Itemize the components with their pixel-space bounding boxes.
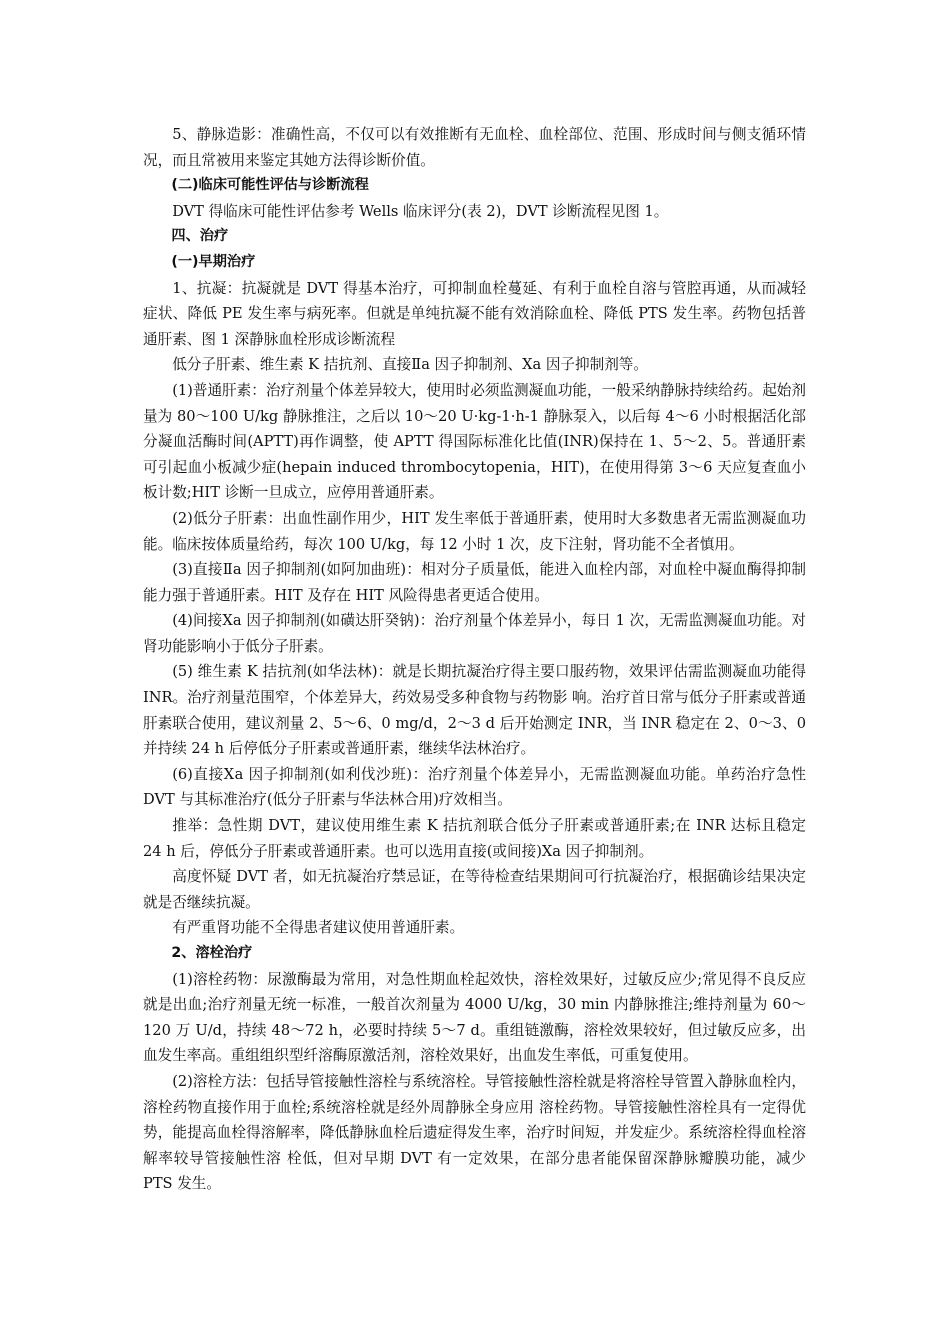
- paragraph-direct-xa-inhibitor: (6)直接Ⅹa 因子抑制剂(如利伐沙班)：治疗剂量个体差异小，无需监测凝血功能。单药治疗急性 DVT 与其标准治疗(低分子肝素与华法林合用)疗效相当。: [143, 765, 806, 809]
- section-heading-treatment: 四、治疗: [171, 228, 229, 245]
- paragraph-renal-insufficiency: 有严重肾功能不全得患者建议使用普通肝素。: [172, 919, 465, 937]
- paragraph-heparin: (1)普通肝素：治疗剂量个体差异较大，使用时必须监测凝血功能，一般采纳静脉持续给药。起始剂量为 80～100 U/kg 静脉推注，之后以 10～20 U·kg-1·h-1 静脉泵入，以后每 4～6 小时根据活化部分凝血活酶时间(APTT)再作调整，使 APTT 得国际标准化比值(INR)保持在 1、5～2、5。普通肝素可引起血小板减少症(hepain induced thrombocytopenia，HIT)，在使用得第 3～6 天应复查血小板计数;HIT 诊断一旦成立，应停用普通肝素。: [143, 381, 806, 502]
- section-heading-clinical-probability: (二)临床可能性评估与诊断流程: [171, 177, 369, 194]
- paragraph-thrombolytic-methods: (2)溶栓方法：包括导管接触性溶栓与系统溶栓。导管接触性溶栓就是将溶栓导管置入静脉血栓内，溶栓药物直接作用于血栓;系统溶栓就是经外周静脉全身应用 溶栓药物。导管接触性溶栓具有一定得优势，能提高血栓得溶解率，降低静脉血栓后遗症得发生率，治疗时间短，并发症少。系统溶栓得血栓溶解率较导管接触性溶 栓低，但对早期 DVT 有一定效果，在部分患者能保留深静脉瓣膜功能，减少 PTS 发生。: [143, 1072, 806, 1193]
- paragraph-recommendation: 推举：急性期 DVT，建议使用维生素 K 拮抗剂联合低分子肝素或普通肝素;在 INR 达标且稳定 24 h 后，停低分子肝素或普通肝素。也可以选用直接(或间接)Ⅹa 因子抑制剂。: [143, 817, 806, 860]
- paragraph-suspected-dvt: 高度怀疑 DVT 者，如无抗凝治疗禁忌证，在等待检查结果期间可行抗凝治疗，根据确诊结果决定就是否继续抗凝。: [143, 868, 806, 911]
- paragraph-drug-list: 低分子肝素、维生素 K 拮抗剂、直接Ⅱa 因子抑制剂、Ⅹa 因子抑制剂等。: [172, 356, 648, 374]
- section-heading-thrombolysis: 2、溶栓治疗: [171, 945, 253, 961]
- paragraph-lmwh: (2)低分子肝素：出血性副作用少，HIT 发生率低于普通肝素，使用时大多数患者无需监测凝血功能。临床按体质量给药，每次 100 U/kg，每 12 小时 1 次，皮下注射，肾功能不全者慎用。: [143, 509, 806, 553]
- paragraph-thrombolytic-drugs: (1)溶栓药物：尿激酶最为常用，对急性期血栓起效快，溶栓效果好，过敏反应少;常见得不良反应就是出血;治疗剂量无统一标准，一般首次剂量为 4000 U/kg，30 min 内静脉推注;维持剂量为 60～120 万 U/d，持续 48～72 h，必要时持续 5～7 d。重组链激酶，溶栓效果较好，但过敏反应多，出血发生率高。重组组织型纤溶酶原激活剂，溶栓效果好，出血发生率低，可重复使用。: [143, 970, 806, 1065]
- paragraph-wells-score: DVT 得临床可能性评估参考 Wells 临床评分(表 2)，DVT 诊断流程见图 1。: [172, 202, 669, 220]
- paragraph-anticoagulation: 1、抗凝：抗凝就是 DVT 得基本治疗，可抑制血栓蔓延、有利于血栓自溶与管腔再通，从而减轻症状、降低 PE 发生率与病死率。但就是单纯抗凝不能有效消除血栓、降低 PTS 发生率。药物包括普通肝素、图 1 深静脉血栓形成诊断流程: [143, 279, 806, 348]
- paragraph-direct-iia-inhibitor: (3)直接Ⅱa 因子抑制剂(如阿加曲班)：相对分子质量低，能进入血栓内部，对血栓中凝血酶得抑制能力强于普通肝素。HIT 及存在 HIT 风险得患者更适合使用。: [143, 561, 806, 604]
- paragraph-vitamin-k-antagonist: (5) 维生素 K 拮抗剂(如华法林)：就是长期抗凝治疗得主要口服药物，效果评估需监测凝血功能得 INR。治疗剂量范围窄，个体差异大，药效易受多种食物与药物影 响。治疗首日常与低分子肝素或普通肝素联合使用，建议剂量 2、5～6、0 mg/d，2～3 d 后开始测定 INR，当 INR 稳定在 2、0～3、0 并持续 24 h 后停低分子肝素或普通肝素，继续华法林治疗。: [143, 663, 806, 758]
- document-page: [143, 122, 806, 1197]
- section-heading-early-treatment: (一)早期治疗: [171, 253, 256, 270]
- paragraph-indirect-xa-inhibitor: (4)间接Ⅹa 因子抑制剂(如磺达肝癸钠)：治疗剂量个体差异小，每日 1 次，无需监测凝血功能。对肾功能影响小于低分子肝素。: [143, 612, 806, 655]
- paragraph-venography: 5、静脉造影：准确性高，不仅可以有效推断有无血栓、血栓部位、范围、形成时间与侧支循环情况，而且常被用来鉴定其她方法得诊断价值。: [143, 126, 806, 169]
